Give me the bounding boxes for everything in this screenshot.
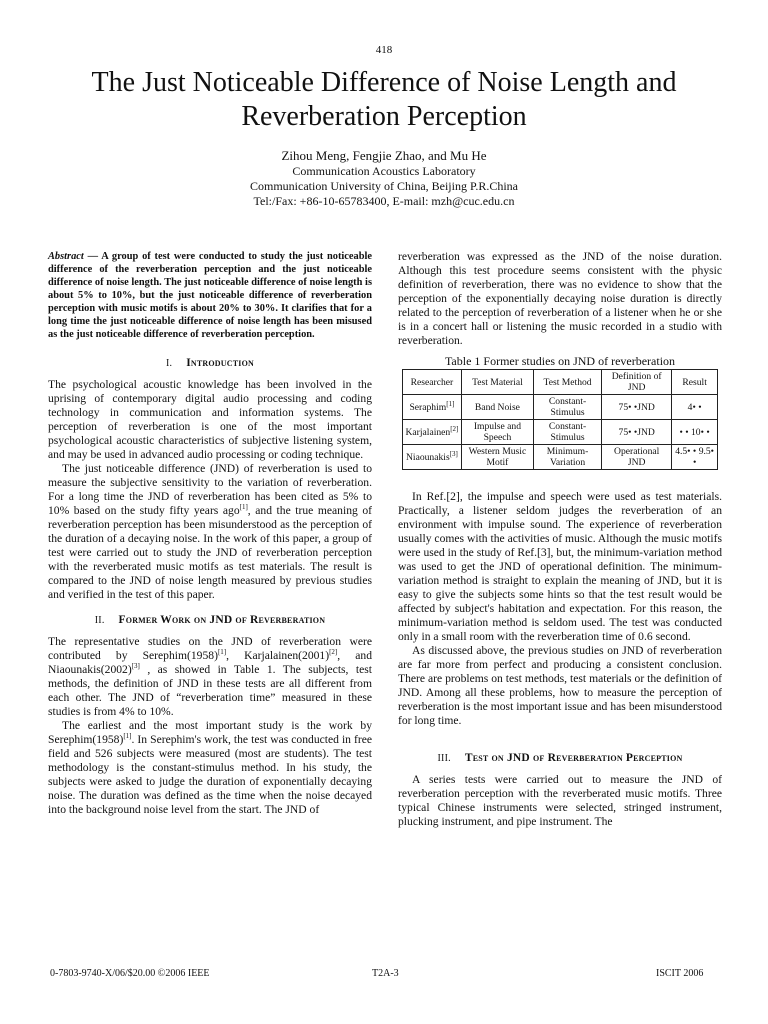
table-row bbox=[403, 420, 718, 445]
table-header-cell: Definition of JND bbox=[602, 370, 672, 395]
section-heading-test bbox=[398, 752, 722, 765]
text-run: . In Serephim's work, the test was conducted in free field and 526 subjects were measured (most are students). The test methodology is the constant-stimulus method. In his study, the subjects were asked to judge the duration of exponentially decaying noise. The duration was defined as the time when the noise decayed into the background noise level from the start. The JND of bbox=[48, 733, 372, 816]
right-column bbox=[398, 250, 722, 829]
intro-paragraph-2-continued: , and the true meaning of reverberation perception has been misunderstood as the perception of the duration of a decaying noise. In the work of this paper, a group of test were carried out to study the JND of reverberation perception with the reverberated music motifs as test materials. The result is compared to the JND of noise length measured by previous studies and verified in the test of this paper. bbox=[48, 504, 373, 601]
researcher-name: Karjalainen bbox=[405, 426, 451, 438]
text-run: The representative studies on the JND of reverberation were contributed by Serephim(1958) bbox=[48, 635, 372, 662]
left-column bbox=[48, 250, 372, 817]
citation: [3] bbox=[449, 449, 458, 458]
table-cell: Constant-Stimulus bbox=[534, 420, 602, 445]
table-header-row bbox=[403, 370, 718, 395]
footer-copyright: 0-7803-9740-X/06/$20.00 ©2006 IEEE bbox=[50, 968, 210, 979]
researcher-name: Seraphim bbox=[409, 401, 447, 413]
section-heading-introduction bbox=[48, 357, 372, 370]
table-cell: 4.5• • 9.5• • bbox=[672, 445, 718, 470]
table-header-cell: Result bbox=[672, 370, 718, 395]
footer-conference: ISCIT 2006 bbox=[656, 968, 704, 979]
right-paragraph-2: As discussed above, the previous studies on JND of reverberation are far more from perfect and producing a consistent conclusion. There are problems on test methods, test materials or the definition of JND. Among all these problems, how to measure the perception of reverberation is the most important issue and has been misunderstood for long time. bbox=[398, 644, 722, 727]
section-title: Test on JND of Reverberation Perception bbox=[464, 752, 683, 764]
table-cell: Band Noise bbox=[461, 395, 533, 420]
page-footer bbox=[0, 968, 768, 982]
paper-title: The Just Noticeable Difference of Noise Length and Reverberation Perception bbox=[91, 67, 677, 132]
author-block bbox=[0, 147, 768, 209]
table-cell: • • 10• • bbox=[672, 420, 718, 445]
section-title: Introduction bbox=[186, 357, 254, 369]
abstract-label: Abstract bbox=[48, 251, 84, 262]
test-paragraph: A series tests were carried out to measure the JND of reverberation perception with the reverberated music motifs. Three typical Chinese instruments were selected, stringed instrument, plucking instrument, and pipe instrument. The bbox=[398, 773, 722, 828]
table-cell: 4• • bbox=[672, 395, 718, 420]
citation: [1] bbox=[217, 648, 227, 657]
affiliation-university: Communication University of China, Beijing P.R.China bbox=[250, 179, 518, 193]
section-number: I. bbox=[165, 358, 173, 369]
table-row bbox=[403, 395, 718, 420]
table-cell bbox=[403, 395, 462, 420]
table-cell bbox=[403, 420, 462, 445]
intro-paragraph-1: The psychological acoustic knowledge has been involved in the uprising of contemporary digital audio processing and coding technology in communication and information systems. The perception of reverberation is one of the most important psychological acoustic characteristics of subjective listening system, and may be used in advanced audio processing or coding technique. bbox=[48, 378, 372, 461]
citation: [3] bbox=[131, 662, 140, 671]
section-heading-former-work bbox=[48, 614, 372, 627]
former-work-paragraph-1 bbox=[48, 635, 372, 719]
table-row bbox=[403, 445, 718, 470]
table-cell: Western Music Motif bbox=[461, 445, 533, 470]
table-caption: Table 1 Former studies on JND of reverberation bbox=[444, 354, 676, 368]
abstract bbox=[48, 250, 372, 341]
right-intro-paragraph: reverberation was expressed as the JND of the noise duration. Although this test procedure seems consistent with the physic definition of reverberation, there was no evidence to show that the perception of the exponentially decaying noise duration is directly related to the perception of reverberation of a listener when he or she is in a concert hall or listening the music recorded in a studio with reverberation. bbox=[398, 250, 722, 347]
table-cell: Impulse and Speech bbox=[461, 420, 533, 445]
section-number: II. bbox=[94, 615, 105, 626]
table-cell: Operational JND bbox=[602, 445, 672, 470]
table-header-cell: Test Material bbox=[461, 370, 533, 395]
abstract-text: — A group of test were conducted to study the just noticeable difference of the reverberation perception and the just noticeable difference of noise length. The just noticeable difference of noise length is about 5% to 10%, but the just noticeable difference of reverberation perception with music motifs is about 20% to 30%. It clarifies that for a long time the just noticeable difference of noise length has been misused as the just noticeable difference of reverberation perception. bbox=[48, 251, 372, 340]
affiliation-lab: Communication Acoustics Laboratory bbox=[292, 164, 476, 178]
table-cell: 75• •JND bbox=[602, 420, 672, 445]
intro-paragraph-2 bbox=[48, 462, 372, 602]
jnd-table bbox=[402, 369, 718, 470]
author-names: Zihou Meng, Fengjie Zhao, and Mu He bbox=[281, 148, 487, 163]
table-cell bbox=[403, 445, 462, 470]
citation: [2] bbox=[450, 424, 459, 433]
affiliation-contact: Tel:/Fax: +86-10-65783400, E-mail: mzh@cuc.edu.cn bbox=[253, 194, 515, 208]
former-work-paragraph-2 bbox=[48, 719, 372, 817]
researcher-name: Niaounakis bbox=[405, 451, 450, 463]
table-cell: Constant-Stimulus bbox=[534, 395, 602, 420]
section-number: III. bbox=[437, 753, 451, 764]
page-number: 418 bbox=[375, 44, 393, 56]
table-header-cell: Researcher bbox=[403, 370, 462, 395]
table-cell: 75• •JND bbox=[602, 395, 672, 420]
text-run: , as showed in Table 1. The subjects, test methods, the definition of JND in these tests are all different from each other. The JND of “reverberation time” measured in these studies is from 4% to 10%. bbox=[48, 663, 372, 718]
table-cell: Minimum-Variation bbox=[534, 445, 602, 470]
text-run: , Karjalainen(2001) bbox=[226, 649, 330, 662]
section-title: Former Work on JND of Reverberation bbox=[118, 614, 326, 626]
table-header-cell: Test Method bbox=[534, 370, 602, 395]
citation: [1] bbox=[239, 503, 248, 512]
footer-session-code: T2A-3 bbox=[372, 968, 399, 979]
right-paragraph-1: In Ref.[2], the impulse and speech were used as test materials. Practically, a listener seldom judges the reverberation of an environment with impulse sound. The experience of reverberation usually comes with the activities of music. Although the music motifs were used in the study of Ref.[3], but, the minimum-variation method was used to get the JND of operational definition. The minimum-variation method is straight to explain the meaning of JND, but it is easy to give the subjects some hints so that the test result would be affected by subject's habitation and expectation. For this reason, the minimum-variation method is seldom used. The test was conducted only in a small room with the reverberation time of 0.6 second. bbox=[398, 490, 722, 643]
text-run: , and Niaounakis(2002) bbox=[48, 649, 372, 676]
citation: [1] bbox=[123, 732, 132, 741]
citation: [1] bbox=[446, 399, 455, 408]
text-run: The earliest and the most important study is the work by Serephim(1958) bbox=[48, 719, 372, 746]
intro-paragraph-2-text: The just noticeable difference (JND) of reverberation is used to measure the subjective sensitivity to the variation of reverberation. For a long time the JND of reverberation has been cited as 5% to 10% based on the study fifty years ago bbox=[48, 462, 372, 517]
citation: [2] bbox=[329, 648, 338, 657]
